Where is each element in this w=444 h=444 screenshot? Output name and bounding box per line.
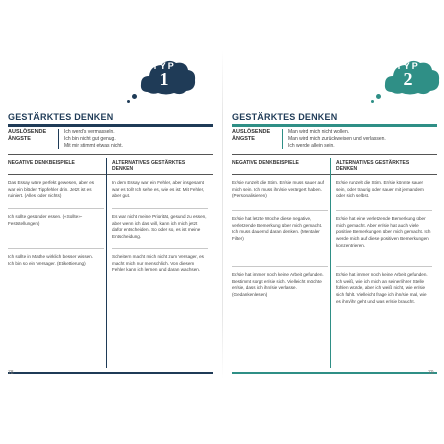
negative-cell: Ich sollte in Mathe wirklich besser wissen. Ich bin so ein Versager. (Etikettierung) (8, 254, 94, 266)
row-divider (232, 210, 328, 211)
alternative-cell: Es war nicht meine Priorität, gesund zu essen, aber wenn ich das will, kann ich mich jetzt dafür entscheiden. So oder so, es ist meine Entscheidung. (112, 214, 207, 239)
trigger-line: Man wird mich zurückweisen und verlassen. (288, 136, 386, 142)
trigger-line: Ich bin nicht gut genug. (64, 136, 116, 142)
right-page (232, 58, 437, 378)
type-label: TYP (152, 61, 176, 71)
negative-cell: Er/sie hat letzte Woche diese negative, verletzende Bemerkung über mich gemacht. Ich muss dauernd daran denken. (Mentaler Filter) (232, 216, 323, 241)
trigger-text (64, 129, 209, 150)
column-header-alternative: ALTERNATIVES GESTÄRKTES DENKEN (112, 160, 186, 172)
type-1-cloud-badge (138, 58, 198, 98)
negative-cell: Ich sollte gesünder essen. («Sollte»-Feststellungen) (8, 214, 83, 226)
column-header-negative: NEGATIVE DENKBEISPIELE (8, 160, 75, 166)
column-header-rule (8, 174, 213, 175)
trigger-text (288, 129, 433, 150)
trigger-line: Ich werde allein sein. (288, 143, 335, 149)
alternative-cell: In dem Essay war ein Fehler, aber insgesamt war es toll! Ich sehe es, wie es ist: Mit Fehler, aber gut. (112, 180, 205, 199)
alternative-cell: Er/sie runzelt die Stirn. Er/sie könnte sauer sein, oder traurig oder sauer mit jemandem oder sich selbst. (336, 180, 424, 199)
negative-cell: Er/sie runzelt die Stirn. Er/sie muss sauer auf mich sein. Ich muss ihn/sie verärgert haben. (Personalisieren) (232, 180, 324, 199)
header-rule (232, 154, 437, 155)
column-divider (106, 158, 107, 368)
negative-cell: Das Essay wäre perfekt gewesen, aber es war ein blöder Tippfehler drin. Jetzt ist es ruiniert. (Alles oder nichts) (8, 180, 95, 199)
alternative-cell: Er/sie hat immer noch keine Arbeit gefunden. Ich weiß, wie ich mich an seiner/ihrer Stelle fühlen würde, aber ich weiß nicht, wie er/sie sich fühlt. Vielleicht frage ich ihn/sie mal, wie es ihm/ihr geht und was er/sie braucht. (336, 272, 428, 304)
page-title: GESTÄRKTES DENKEN (8, 112, 114, 122)
page-number-left: 78 (8, 370, 14, 376)
column-header-rule (232, 174, 437, 175)
row-divider (336, 266, 432, 267)
bottom-rule (232, 372, 437, 374)
column-header-negative: NEGATIVE DENKBEISPIELE (232, 160, 299, 166)
title-rule (232, 124, 437, 127)
page-number-right: 79 (428, 370, 434, 376)
alternative-cell: Scheitern macht mich nicht zum Versager, es macht mich nur menschlich. Von diesem Fehler kann ich lernen und daran wachsen. (112, 254, 204, 273)
row-divider (232, 266, 328, 267)
row-divider (112, 248, 208, 249)
type-label: TYP (396, 61, 420, 71)
negative-cell: Er/sie hat immer noch keine Arbeit gefunden. Bestimmt sorgt er/sie sich. Vielleicht möchte er/sie, dass ich ihn/sie verlasse. (Gedankenlesen) (232, 272, 324, 297)
header-rule (8, 154, 213, 155)
trigger-line: Ich werd's vermasseln. (64, 129, 115, 135)
page-title: GESTÄRKTES DENKEN (232, 112, 338, 122)
title-rule (8, 124, 213, 127)
trigger-label: AUSLÖSENDE ÄNGSTE (8, 129, 47, 142)
left-page (8, 58, 213, 378)
trigger-divider (282, 129, 283, 149)
type-2-cloud-badge (382, 58, 442, 98)
book-gutter (222, 50, 223, 380)
trigger-divider (58, 129, 59, 149)
type-number: 2 (403, 69, 413, 89)
row-divider (8, 208, 104, 209)
column-divider (330, 158, 331, 368)
type-number: 1 (159, 69, 169, 89)
bottom-rule (8, 372, 213, 374)
row-divider (336, 210, 432, 211)
trigger-label: AUSLÖSENDE ÄNGSTE (232, 129, 271, 142)
trigger-line: Mit mir stimmt etwas nicht. (64, 143, 123, 149)
alternative-cell: Er/sie hat eine verletzende Bemerkung über mich gemacht. Aber er/sie hat auch viele positive Bemerkungen über mich gemacht. Ich werde mich auf diese positiven Bemerkungen konzentrieren. (336, 216, 431, 248)
row-divider (112, 208, 208, 209)
column-header-alternative: ALTERNATIVES GESTÄRKTES DENKEN (336, 160, 410, 172)
row-divider (8, 248, 104, 249)
trigger-line: Man wird mich nicht wollen. (288, 129, 350, 135)
